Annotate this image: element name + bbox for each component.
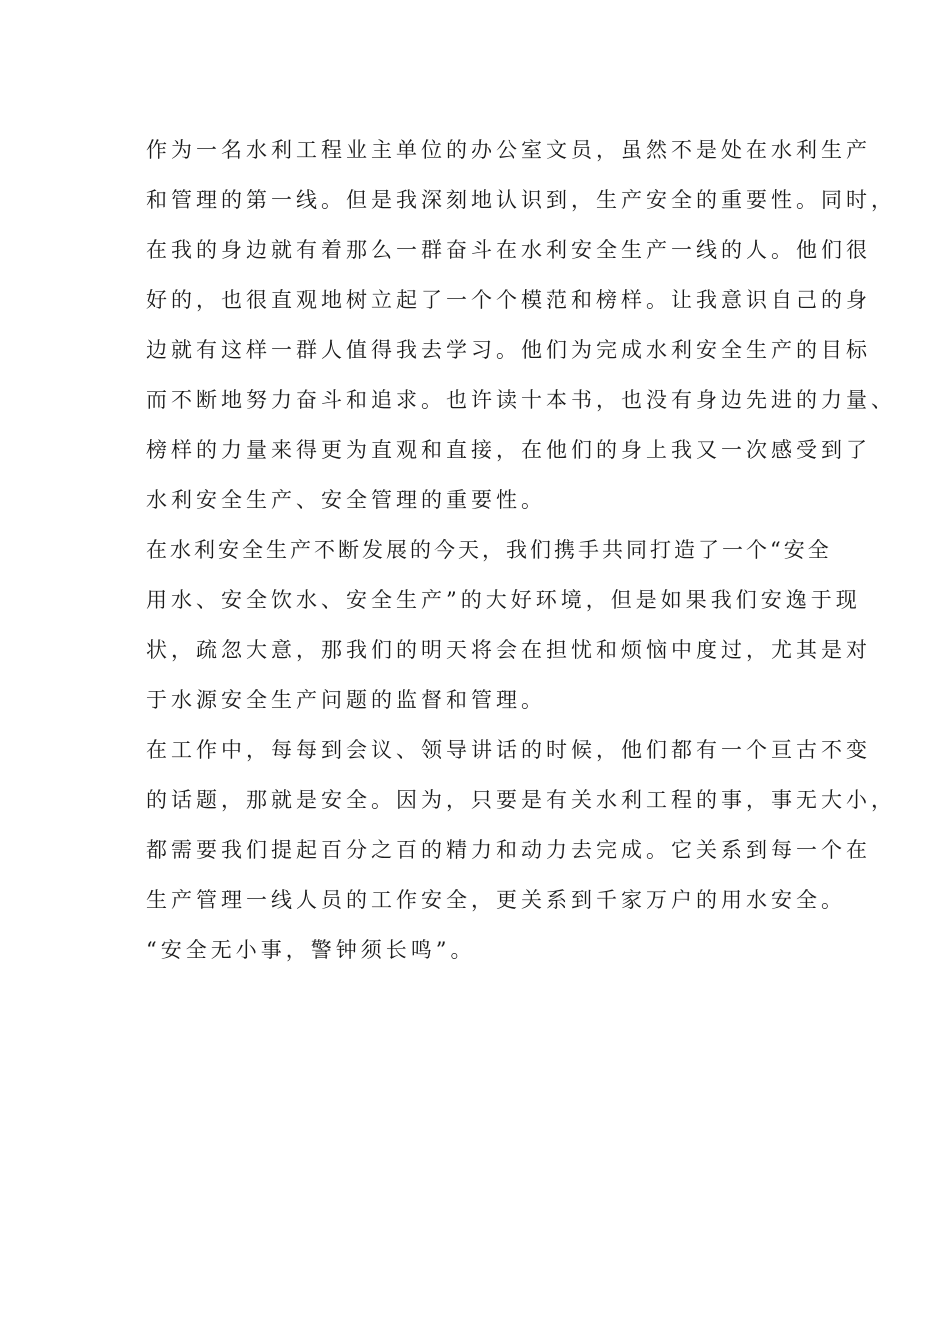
text-line: 的话题，那就是安全。因为，只要是有关水利工程的事，事无大小，	[146, 788, 896, 812]
text-line: 和管理的第一线。但是我深刻地认识到，生产安全的重要性。同时，	[146, 188, 896, 212]
text-line: 在工作中，每每到会议、领导讲话的时候，他们都有一个亘古不变	[146, 738, 871, 762]
text-line: 水利安全生产、安全管理的重要性。	[146, 488, 546, 512]
text-line: 作为一名水利工程业主单位的办公室文员，虽然不是处在水利生产	[146, 138, 871, 162]
text-line: 都需要我们提起百分之百的精力和动力去完成。它关系到每一个在	[146, 838, 871, 862]
text-line: 在我的身边就有着那么一群奋斗在水利安全生产一线的人。他们很	[146, 238, 871, 262]
text-line: 于水源安全生产问题的监督和管理。	[146, 688, 546, 712]
text-line: 状，疏忽大意，那我们的明天将会在担忧和烦恼中度过，尤其是对	[146, 638, 871, 662]
text-line: 用水、安全饮水、安全生产”的大好环境，但是如果我们安逸于现	[146, 588, 861, 612]
text-line: 生产管理一线人员的工作安全，更关系到千家万户的用水安全。	[146, 888, 846, 912]
text-line: 边就有这样一群人值得我去学习。他们为完成水利安全生产的目标	[146, 338, 871, 362]
text-line: 而不断地努力奋斗和追求。也许读十本书，也没有身边先进的力量、	[146, 388, 896, 412]
text-line: 好的，也很直观地树立起了一个个模范和榜样。让我意识自己的身	[146, 288, 871, 312]
text-line: 在水利安全生产不断发展的今天，我们携手共同打造了一个“安全	[146, 538, 832, 562]
text-line: 榜样的力量来得更为直观和直接，在他们的身上我又一次感受到了	[146, 438, 871, 462]
text-line: “安全无小事，警钟须长鸣”。	[146, 938, 476, 962]
